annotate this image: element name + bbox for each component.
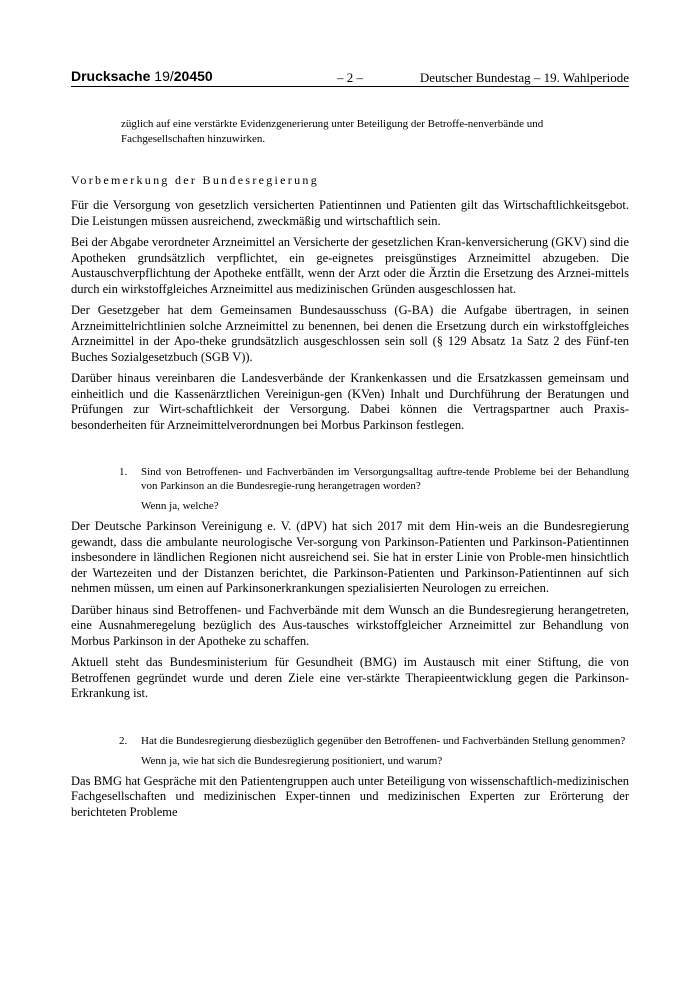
question-number: 2. xyxy=(119,734,128,747)
institution-label: Deutscher Bundestag – 19. Wahlperiode xyxy=(419,70,629,85)
document-page xyxy=(71,66,629,820)
page-header xyxy=(71,66,629,87)
question-number: 1. xyxy=(119,466,128,478)
question-2 xyxy=(119,734,629,768)
doc-number-prefix: 19/ xyxy=(154,68,174,84)
document-number xyxy=(71,68,213,84)
section-title: Vorbemerkung der Bundesregierung xyxy=(71,173,319,187)
doc-label: Drucksache xyxy=(71,68,151,84)
page-number: – 2 – xyxy=(337,70,363,85)
answer-paragraph: Der Deutsche Parkinson Vereinigung e. V. (dPV) hat sich 2017 mit dem Hin-weis an die Bundesregierung gewandt, dass die ambulante neurologische Ver-sorgung von Parkinson-Patienten und Parkinson-Patientinnen insbesondere in ländlichen Regionen nicht ausreichend sei. Sie hat in erster Linie von Proble-men hinsichtlich der Wartezeiten und der Distanzen berichtet, die Parkinson-Patienten und Parkinson-Patientinnen auf sich nehmen müssen, um einen auf Parkinsonerkrankungen spezialisierten Neurologen zu erreichen. xyxy=(71,519,629,595)
question-text: Hat die Bundesregierung diesbezüglich gegenüber den Betroffenen- und Fachverbänden Stellung genommen? xyxy=(141,734,626,747)
question-follow-up: Wenn ja, wie hat sich die Bundesregierung positioniert, und warum? xyxy=(141,754,443,767)
answer-paragraph: Das BMG hat Gespräche mit den Patientengruppen auch unter Beteiligung von wissenschaftlich-medizinischen Fachgesellschaften und medizinischen Exper-tinnen und medizinischen Experten zur Erörterung der berichteten Probleme xyxy=(71,773,629,819)
intro-paragraph: Bei der Abgabe verordneter Arzneimittel an Versicherte der gesetzlichen Kran-kenversicherung (GKV) sind die Apotheken grundsätzlich verpflichtet, ein ge-eignetes preisgünstiges Arzneimittel abzugeben. Die Austauschverpflichtung der Apotheke entfällt, wenn der Arzt oder die Ärztin die Ersetzung des Arznei-mittels durch ein wirkstoffgleiches Arzneimittel aus medizinischen Gründen ausgeschlossen hat. xyxy=(71,235,629,296)
intro-paragraph: Für die Versorgung von gesetzlich versicherten Patientinnen und Patienten gilt das Wirtschaftlichkeitsgebot. Die Leistungen müssen ausreichend, zweckmäßig und wirtschaftlich sein. xyxy=(71,198,629,228)
continued-text: züglich auf eine verstärkte Evidenzgenerierung unter Beteiligung der Betroffe-nenverbände und Fachgesellschaften hinzuwirken. xyxy=(121,118,544,145)
answer-paragraph: Aktuell steht das Bundesministerium für Gesundheit (BMG) im Austausch mit einer Stiftung, die von Betroffenen gegründet wurde und deren Ziele eine ver-stärkte Therapieentwicklung gegen die Parkinson-Erkrankung ist. xyxy=(71,655,629,700)
question-follow-up: Wenn ja, welche? xyxy=(141,500,219,512)
intro-paragraph: Darüber hinaus vereinbaren die Landesverbände der Krankenkassen und die Ersatzkassen gemeinsam und einheitlich und die Kassenärztlichen Vereinigun-gen (KVen) Inhalt und Durchführung der Beratungen und Prüfungen zur Wirt-schaftlichkeit der Versorgung. Dabei können die Vertragspartner auch Praxis-besonderheiten für Arzneimittelverordnungen bei Morbus Parkinson festlegen. xyxy=(71,371,629,432)
doc-number: 20450 xyxy=(173,68,213,84)
answer-paragraph: Darüber hinaus sind Betroffenen- und Fachverbände mit dem Wunsch an die Bundesregierung herangetreten, eine Ausnahmeregelung bezüglich des Aus-tausches wirkstoffgleicher Arzneimittel zur Behandlung von Morbus Parkinson in der Apotheke zu schaffen. xyxy=(71,602,629,648)
question-1 xyxy=(119,465,629,513)
question-text: Sind von Betroffenen- und Fachverbänden im Versorgungsalltag auftre-tende Probleme bei der Behandlung von Parkinson an die Bundesregie-rung herangetragen worden? xyxy=(141,466,629,492)
intro-paragraph: Der Gesetzgeber hat dem Gemeinsamen Bundesausschuss (G-BA) die Aufgabe übertragen, in seinen Arzneimittelrichtlinien solche Arzneimittel zu benennen, bei denen die Ersetzung durch ein wirkstoffgleiches Arzneimittel in der Apo-theke grundsätzlich ausgeschlossen sein soll (§ 129 Absatz 1a Satz 2 des Fünf-ten Buches Sozialgesetzbuch (SGB V)). xyxy=(71,303,629,364)
